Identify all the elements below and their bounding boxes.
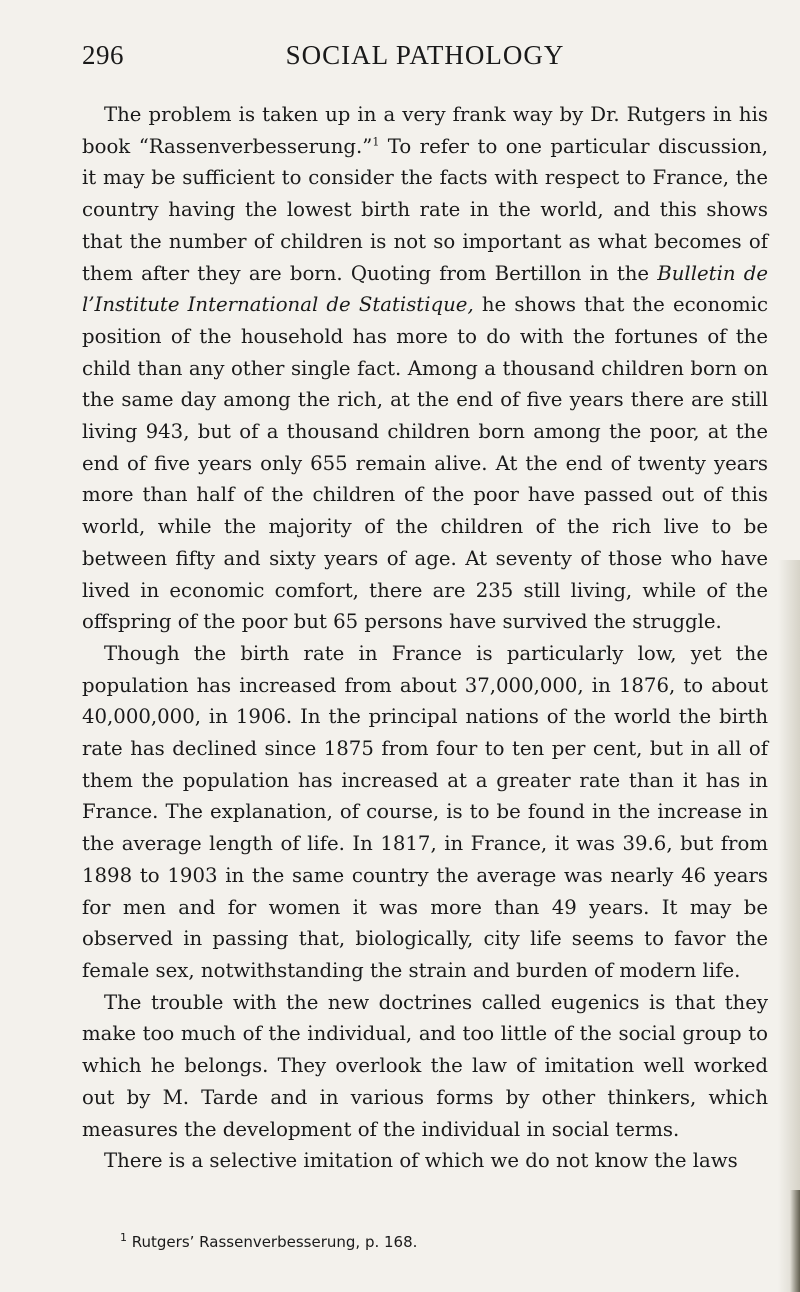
paragraph-1 <box>82 99 768 638</box>
footnote-marker: 1 <box>120 1231 127 1244</box>
body-text <box>82 99 768 1177</box>
footnote-text: Rutgers’ Rassenverbesserung, p. 168. <box>127 1233 418 1251</box>
journal-title: Bulletin de l’Institute International de Statistique, <box>82 261 768 317</box>
running-head: SOCIAL PATHOLOGY <box>285 40 565 70</box>
paragraph-3: The trouble with the new doctrines called eugenics is that they make too much of the individual, and too little of the social group to which he belongs. They overlook the law of imitation well worked out by M. Tarde and in various forms by other thinkers, which measures the development of the individual in social terms. <box>82 990 768 1141</box>
footnote <box>82 1232 768 1252</box>
paragraph-4: There is a selective imitation of which we do not know the laws <box>104 1149 738 1173</box>
paragraph-1-opening: The problem is taken up in a very frank way by Dr. Rutgers in his book “Rassenverbesserung.” <box>82 103 768 158</box>
page-header <box>82 40 768 76</box>
paragraph-2: Though the birth rate in France is particularly low, yet the population has increased from about 37,000,000, in 1876, to about 40,000,000, in 1906. In the principal nations of the world the birth rate has declined since 1875 from four to ten per cent, but in all of them the population has increased at a greater rate than it has in France. The explanation, of course, is to be found in the increase in the average length of life. In 1817, in France, it was 39.6, but from 1898 to 1903 in the same country the average was nearly 46 years for men and for women it was more than 49 years. It may be observed in passing that, biologically, city life seems to favor the female sex, notwithstanding the strain and burden of modern life. <box>82 641 768 982</box>
footnote-reference: 1 <box>372 135 380 149</box>
page-edge-dark <box>790 1190 800 1292</box>
paragraph-1-continuation: he shows that the economic position of the household has more to do with the fortunes of the child than any other single fact. Among a thousand children born on the same day among the rich, at the end of five years there are still living 943, but of a thousand children born among the poor, at the end of five years only 655 remain alive. At the end of twenty years more than half of the children of the poor have passed out of this world, while the majority of the children of the rich live to be between fifty and sixty years of age. At seventy of those who have lived in economic comfort, there are 235 still living, while of the offspring of the poor but 65 persons have survived the struggle. <box>82 293 768 634</box>
page-number: 296 <box>82 40 124 70</box>
paragraph-1-text: To refer to one particular discussion, it may be sufficient to consider the facts with respect to France, the country having the lowest birth rate in the world, and this shows that the number of children is not so important as what becomes of them after they are born. Quoting from Bertillon in the <box>82 134 768 285</box>
page-edge-shadow <box>778 560 800 1292</box>
